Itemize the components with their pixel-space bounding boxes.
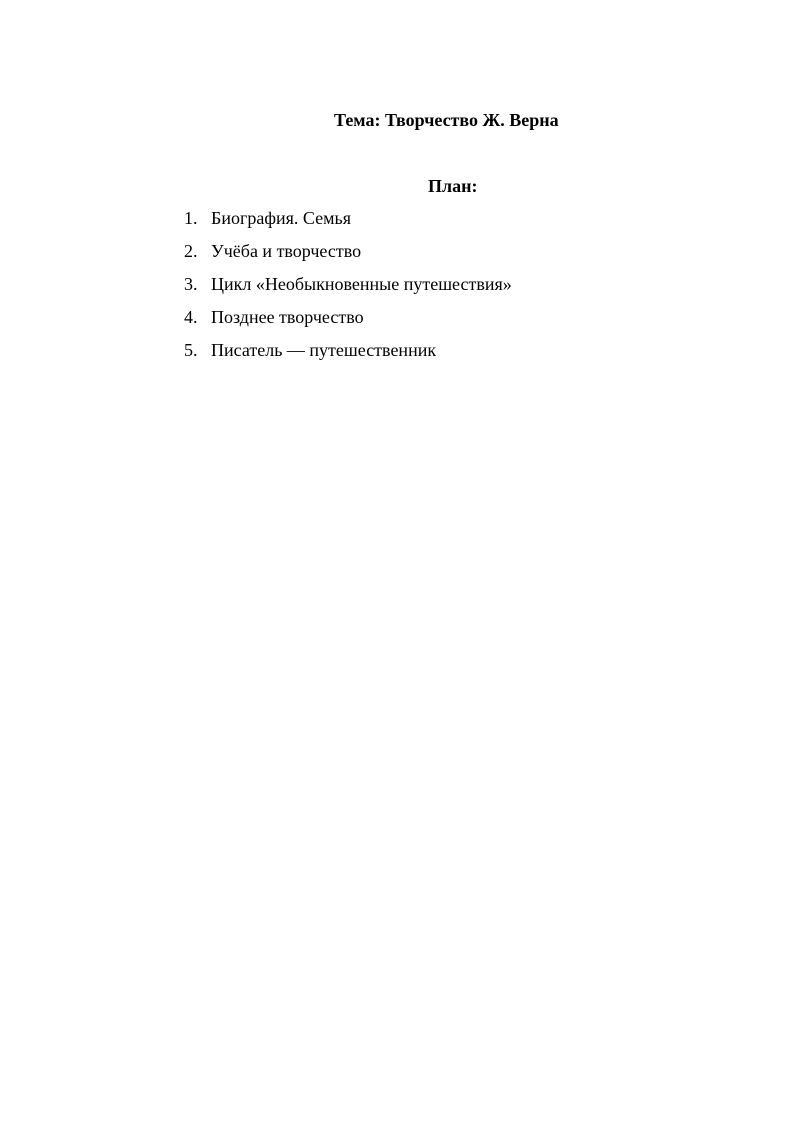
plan-item [184,338,512,371]
plan-item [184,206,512,239]
plan-item-text: Позднее творчество [211,307,364,327]
plan-item-text: Учёба и творчество [211,241,362,261]
plan-item [184,239,512,272]
plan-item-number: 4. [184,307,198,327]
plan-item-number: 3. [184,274,198,294]
plan-item-number: 5. [184,340,198,360]
plan-heading: План: [428,176,478,196]
plan-item-text: Биография. Семья [211,208,352,228]
plan-item [184,305,512,338]
plan-item-text: Цикл «Необыкновенные путешествия» [211,274,512,294]
plan-list [184,206,512,371]
plan-item-text: Писатель — путешественник [211,340,437,360]
plan-item [184,272,512,305]
plan-item-number: 1. [184,208,198,228]
plan-item-number: 2. [184,241,198,261]
document-title: Тема: Творчество Ж. Верна [334,110,559,130]
